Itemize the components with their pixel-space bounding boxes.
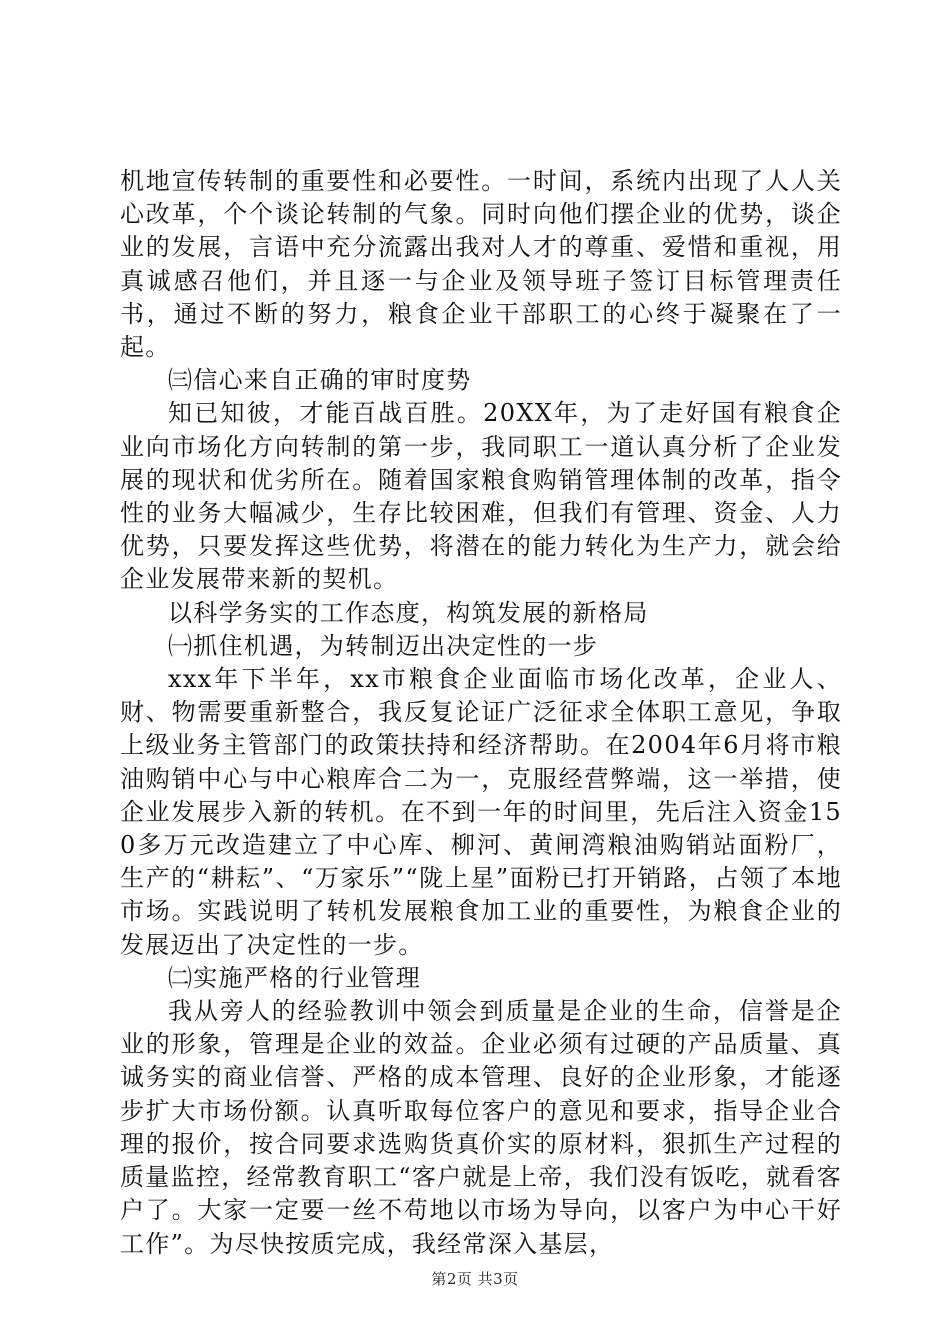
page-number-footer: 第2页 共3页 xyxy=(431,1270,519,1288)
section-heading: ㈢信心来自正确的审时度势 xyxy=(168,366,472,395)
paragraph: 我从旁人的经验教训中领会到质量是企业的生命，信誉是企业的形象，管理是企业的效益。企业必须有过硬的产品质量、真诚务实的商业信誉、严格的成本管理、良好的企业形象，才能逐步扩大市场份额。认真听取每位客户的意见和要求，指导企业合理的报价，按合同要求选购货真价实的原材料，狠抓生产过程的质量监控，经常教育职工“客户就是上帝，我们没有饭吃，就看客户了。大家一定要一丝不苟地以市场为导向，以客户为中心干好工作”。为尽快按质完成，我经常深入基层， xyxy=(120,997,842,1258)
section-heading: ㈡实施严格的行业管理 xyxy=(168,963,421,992)
paragraph: 机地宣传转制的重要性和必要性。一时间，系统内出现了人人关心改革，个个谈论转制的气象。同时向他们摆企业的优势，谈企业的发展，言语中充分流露出我对人才的尊重、爱惜和重视，用真诚感召他们，并且逐一与企业及领导班子签订目标管理责任书，通过不断的努力，粮食企业干部职工的心终于凝聚在了一起。 xyxy=(120,167,842,362)
section-heading: 以科学务实的工作态度，构筑发展的新格局 xyxy=(168,598,649,627)
paragraph: 知已知彼，才能百战百胜。20XX年，为了走好国有粮食企业向市场化方向转制的第一步，我同职工一道认真分析了企业发展的现状和优劣所在。随着国家粮食购销管理体制的改革，指令性的业务大幅减少，生存比较困难，但我们有管理、资金、人力优势，只要发挥这些优势，将潜在的能力转化为生产力，就会给企业发展带来新的契机。 xyxy=(120,399,842,594)
document-body xyxy=(120,165,842,1261)
paragraph: xxx年下半年，xx市粮食企业面临市场化改革，企业人、财、物需要重新整合，我反复论证广泛征求全体职工意见，争取上级业务主管部门的政策扶持和经济帮助。在2004年6月将市粮油购销中心与中心粮库合二为一，克服经营弊端，这一举措，使企业发展步入新的转机。在不到一年的时间里，先后注入资金150多万元改造建立了中心库、柳河、黄闸湾粮油购销站面粉厂，生产的“耕耘”、“万家乐”“陇上星”面粉已打开销路，占领了本地市场。实践说明了转机发展粮食加工业的重要性，为粮食企业的发展迈出了决定性的一步。 xyxy=(120,665,842,959)
section-heading: ㈠抓住机遇，为转制迈出决定性的一步 xyxy=(168,631,599,660)
